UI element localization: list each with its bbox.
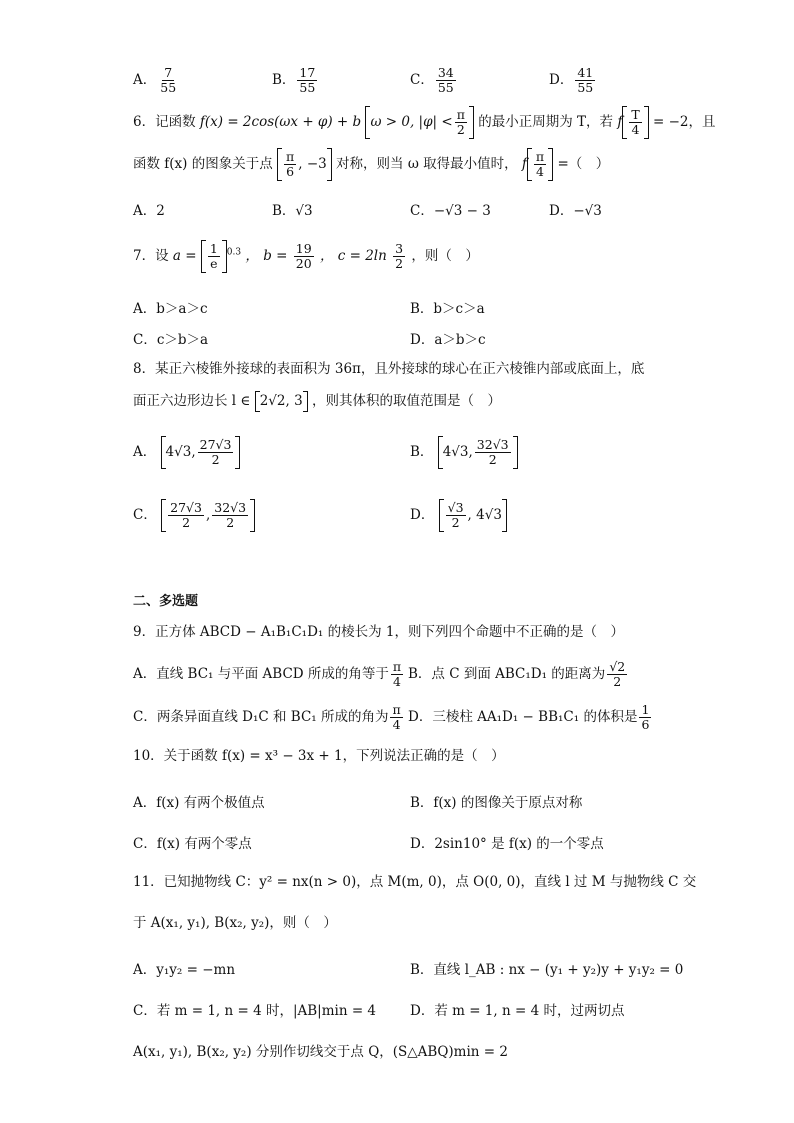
q7-a-eq: a = (172, 247, 197, 264)
fraction (446, 501, 466, 530)
section-title: 二、多选题 (133, 594, 199, 609)
q7-b-eq: ， b = (245, 247, 288, 264)
numerator: 1 (641, 702, 650, 717)
fraction (607, 660, 627, 689)
option-label: D． (410, 506, 435, 523)
q6-arg2 (527, 148, 553, 181)
numerator: 3 (395, 241, 404, 256)
denominator: 4 (536, 163, 544, 179)
option-text: B．点 C 到面 ABC₁D₁ 的距离为 (408, 665, 606, 682)
option-label: B． (410, 443, 434, 460)
option-label: A． (133, 443, 157, 460)
q6-option-d[interactable]: D．−√3 (549, 203, 602, 219)
q6-mid-text: 的最小正周期为 T，若 (478, 113, 614, 130)
q8-option-c[interactable] (133, 499, 255, 532)
interval (438, 436, 518, 469)
q10-option-b[interactable]: B．f(x) 的图像关于原点对称 (410, 795, 583, 811)
q9-option-c[interactable] (133, 703, 405, 732)
q7-a-base (201, 240, 227, 273)
option-label: D． (549, 71, 574, 88)
q7-post: ，则（ ） (411, 247, 479, 264)
option-text: C．两条异面直线 D₁C 和 BC₁ 所成的角为 (133, 708, 389, 725)
denominator: 2 (211, 451, 220, 467)
option-label: B． (272, 71, 296, 88)
denominator: 6 (641, 716, 650, 732)
q11-stem-line2: 于 A(x₁, y₁), B(x₂, y₂)，则（ ） (133, 915, 337, 931)
q5-option-a[interactable] (133, 66, 180, 95)
f-symbol: f (521, 155, 527, 172)
q5-option-b[interactable] (272, 66, 319, 95)
q7-exponent: 0.3 (226, 247, 242, 258)
denominator: 55 (577, 79, 594, 95)
q7-c-eq: ， c = 2ln (319, 247, 387, 264)
numerator: 7 (164, 65, 173, 80)
numerator: π (456, 107, 465, 122)
denominator: 4 (393, 673, 401, 689)
numerator: π (535, 149, 545, 164)
q11-stem-line1: 11．已知抛物线 C：y² = nx(n > 0)，点 M(m, 0)，点 O(0, 0)，直线 l 过 M 与抛物线 C 交 (133, 874, 697, 890)
interval-left: 4√3, (442, 444, 473, 461)
denominator: 2 (456, 121, 465, 137)
q7-prefix: 7．设 (133, 247, 169, 264)
fraction (436, 66, 456, 95)
q6-line2-mid: 对称，则当 ω 取得最小值时， (336, 155, 518, 172)
fraction (629, 108, 641, 137)
interval: $\frac{27√3}{2}$ , $\frac{32√3}{2}$ (161, 499, 255, 532)
q6-stem-line1 (133, 106, 715, 139)
q9-option-a[interactable] (133, 660, 405, 689)
point-tail: , −3 (298, 155, 327, 172)
q6-function: f(x) = 2cos(ωx + φ) + b (199, 113, 362, 130)
fraction (475, 438, 511, 467)
option-label: C． (133, 506, 157, 523)
numerator: 17 (299, 65, 316, 80)
q11-option-d[interactable]: D．若 m = 1, n = 4 时，过两切点 (410, 1003, 625, 1019)
q9-option-b[interactable] (408, 660, 629, 689)
q6-point (277, 148, 332, 181)
q6-condition (365, 106, 473, 139)
denominator: e (210, 255, 218, 271)
numerator: π (392, 659, 402, 674)
q9-stem: 9．正方体 ABCD − A₁B₁C₁D₁ 的棱长为 1，则下列四个命题中不正确的是（ ） (133, 624, 624, 640)
denominator: 20 (295, 255, 312, 271)
numerator: T (631, 107, 640, 122)
q7-option-d[interactable]: D．a＞b＞c (410, 332, 486, 348)
q6-option-c[interactable]: C．−√3 − 3 (410, 203, 491, 219)
q6-option-b[interactable]: B．√3 (272, 203, 313, 219)
q11-option-c[interactable]: C．若 m = 1, n = 4 时，|AB|min = 4 (133, 1003, 377, 1019)
numerator: 27√3 (199, 437, 232, 452)
numerator: 1 (209, 241, 218, 256)
denominator: 2 (613, 673, 622, 689)
interval-right: , 4√3 (467, 507, 502, 524)
fraction (390, 703, 402, 732)
f-symbol: f (617, 113, 623, 130)
q5-option-c[interactable] (410, 66, 458, 95)
fraction (393, 242, 405, 271)
numerator: 32√3 (476, 437, 509, 452)
q7-option-b[interactable]: B．b＞c＞a (410, 301, 485, 317)
fraction (158, 66, 178, 95)
q8-stem-line2 (133, 391, 501, 412)
range-text: 2√2, 3 (259, 393, 303, 409)
interval (439, 499, 507, 532)
numerator: √3 (447, 500, 464, 515)
q10-option-a[interactable]: A．f(x) 有两个极值点 (133, 795, 265, 811)
denominator: 4 (631, 121, 640, 137)
fraction (284, 150, 296, 179)
numerator: 32√3 (214, 500, 247, 515)
option-label: A． (133, 71, 157, 88)
denominator: 2 (182, 514, 191, 530)
q8-range (255, 391, 308, 412)
q9-option-d[interactable] (408, 703, 653, 732)
q6-option-a[interactable]: A．2 (133, 203, 165, 219)
fraction (391, 660, 403, 689)
denominator: 2 (226, 514, 235, 530)
fraction (575, 66, 595, 95)
q6-post-text: = −2，且 (652, 113, 716, 130)
numerator: π (392, 702, 401, 717)
fraction (639, 703, 651, 732)
q11-option-b[interactable]: B．直线 l_AB : nx − (y₁ + y₂)y + y₁y₂ = 0 (410, 962, 684, 978)
fraction (198, 438, 234, 467)
fraction (297, 66, 317, 95)
q7-stem (133, 240, 479, 273)
q6-stem-line2 (133, 148, 609, 181)
numerator: 34 (437, 65, 454, 80)
q7-option-c[interactable]: C．c＞b＞a (133, 332, 209, 348)
q6-line2-post: =（ ） (557, 155, 610, 172)
q6-arg (622, 106, 648, 139)
denominator: 2 (488, 451, 497, 467)
numerator: 19 (295, 241, 312, 256)
q8-line2-post: ，则其体积的取值范围是（ ） (311, 392, 501, 409)
q10-option-c[interactable]: C．f(x) 有两个零点 (133, 836, 252, 852)
q10-stem: 10．关于函数 f(x) = x³ − 3x + 1，下列说法正确的是（ ） (133, 748, 505, 764)
q11-option-a[interactable]: A．y₁y₂ = −mn (133, 962, 236, 978)
q11-option-d-continued: A(x₁, y₁), B(x₂, y₂) 分别作切线交于点 Q，(S△ABQ)min = 2 (133, 1044, 508, 1060)
numerator: π (286, 149, 295, 164)
denominator: 55 (437, 79, 454, 95)
interval (161, 436, 241, 469)
numerator: 41 (577, 65, 594, 80)
q6-prefix: 6．记函数 (133, 113, 196, 130)
numerator: √2 (609, 659, 626, 674)
q8-stem-line1: 8．某正六棱锥外接球的表面积为 36π，且外接球的球心在正六棱锥内部或底面上，底 (133, 361, 645, 377)
option-text: D．三棱柱 AA₁D₁ − BB₁C₁ 的体积是 (408, 708, 638, 725)
option-text: A．直线 BC₁ 与平面 ABCD 所成的角等于 (133, 665, 389, 682)
denominator: 2 (451, 514, 460, 530)
q7-option-a[interactable]: A．b＞a＞c (133, 301, 208, 317)
q10-option-d[interactable]: D．2sin10° 是 f(x) 的一个零点 (410, 836, 604, 852)
option-label: C． (410, 71, 434, 88)
numerator: 27√3 (170, 500, 202, 515)
q8-option-d[interactable] (410, 499, 507, 532)
denominator: 55 (299, 79, 316, 95)
denominator: 55 (160, 79, 177, 95)
q6-line2-prefix: 函数 f(x) 的图象关于点 (133, 155, 273, 172)
fraction (212, 501, 248, 530)
q5-option-d[interactable] (549, 66, 597, 95)
fraction (168, 501, 204, 530)
q8-option-b[interactable] (410, 436, 518, 469)
denominator: 2 (395, 255, 404, 271)
q8-line2-prefix: 面正六边形边长 l ∈ (133, 392, 251, 409)
denominator: 4 (392, 716, 401, 732)
q8-option-a[interactable] (133, 436, 240, 469)
denominator: 6 (286, 163, 295, 179)
fraction (455, 108, 467, 137)
fraction (534, 150, 546, 179)
fraction (208, 242, 220, 271)
interval-left: 4√3, (165, 444, 196, 461)
condition-text: ω > 0, |φ| < (370, 113, 453, 130)
fraction (294, 242, 314, 271)
